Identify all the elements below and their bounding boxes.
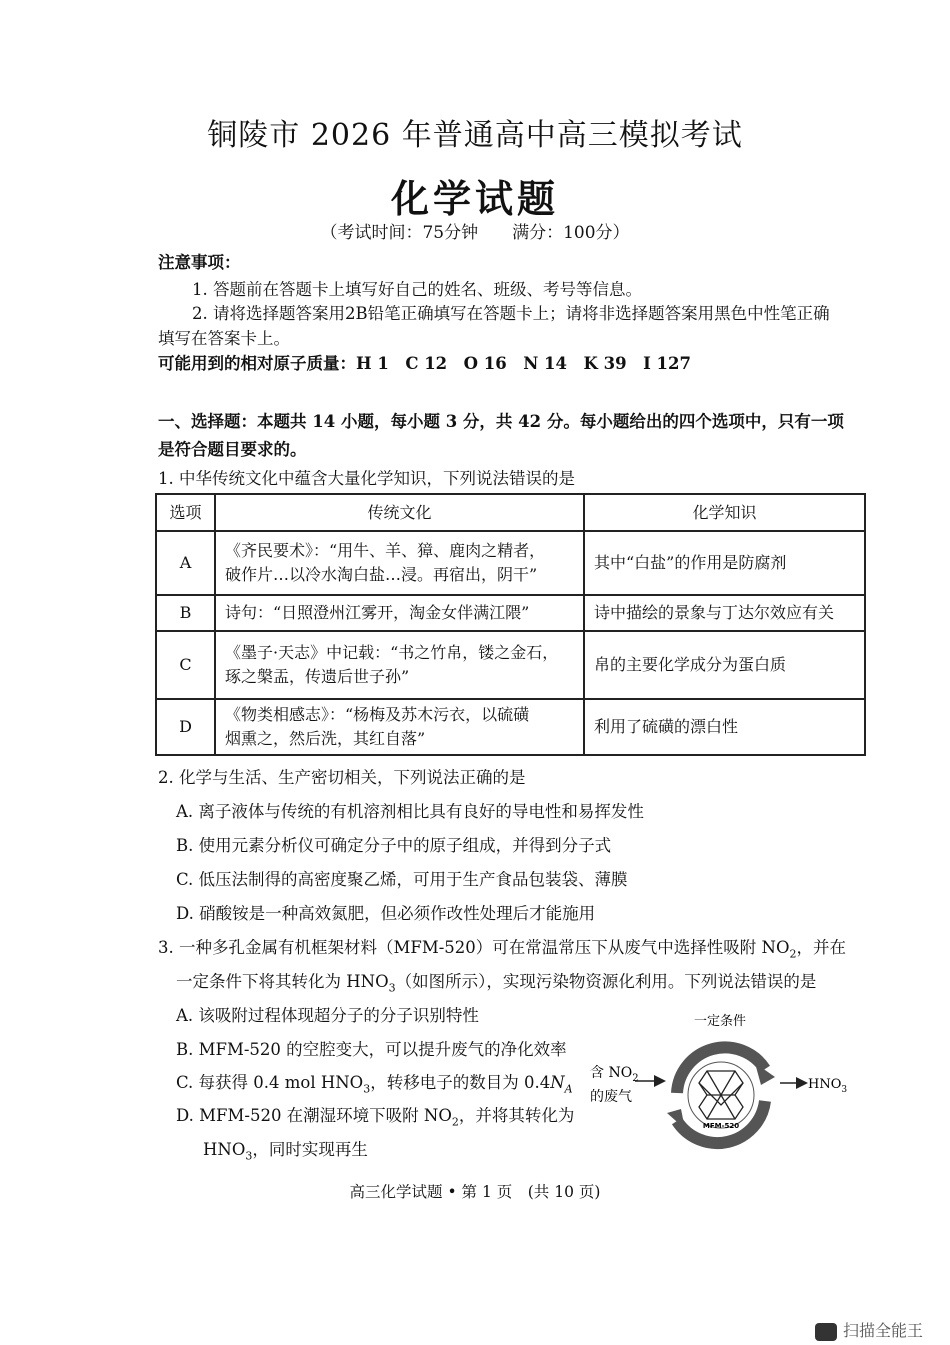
question-3-stem-line1: 3. 一种多孔金属有机框架材料（MFM-520）可在常温常压下从废气中选择性吸附 $NO_2$，并在 [158,938,847,961]
diagram-material-label: MFM-520 [702,1122,740,1130]
culture-line: 《物类相感志》：“杨梅及苏木污衣，以硫磺 [225,705,530,724]
exam-title: 铜陵市 2026 年普通高中高三模拟考试 [207,118,743,153]
culture-line: 琢之槃盂，传遗后世子孙” [225,667,410,686]
notes-item-1: 1. 答题前在答题卡上填写好自己的姓名、班级、考号等信息。 [192,280,642,299]
question-2-stem: 2. 化学与生活、生产密切相关，下列说法正确的是 [158,768,526,787]
question-3-option-d-line1: D. MFM-520 在潮湿环境下吸附 $NO_2$，并将其转化为 [176,1106,575,1129]
diagram-input-label-line2: 的废气 [590,1089,632,1105]
table-cell-knowledge: 其中“白盐”的作用是防腐剂 [584,531,865,595]
table-cell-option: A [156,531,215,595]
table-header-knowledge: 化学知识 [584,494,865,531]
table-cell-knowledge: 利用了硫磺的漂白性 [584,699,865,755]
table-cell-culture [215,631,584,699]
question-3-option-a: A. 该吸附过程体现超分子的分子识别特性 [176,1006,479,1025]
page-footer: 高三化学试题 • 第 1 页 (共 10 页) [349,1183,601,1201]
culture-line: 《墨子·天志》中记载：“书之竹帛，镂之金石， [225,643,559,662]
question-2-option-c: C. 低压法制得的高密度聚乙烯，可用于生产食品包装袋、薄膜 [176,870,628,889]
table-cell-culture [215,595,584,631]
table-cell-option: B [156,595,215,631]
table-header-culture: 传统文化 [215,494,584,531]
culture-line: 诗句：“日照澄州江雾开，淘金女伴满江隈” [225,603,530,622]
question-3-stem-line2: 一定条件下将其转化为 $HNO_3$（如图所示），实现污染物资源化利用。下列说法错误的是 [176,972,817,995]
subject-title: 化学试题 [390,176,559,221]
mfm-520-cycle-diagram [585,1005,855,1160]
question-2-option-d: D. 硝酸铵是一种高效氮肥，但必须作改性处理后才能施用 [176,904,596,923]
diagram-input-label: 含 $NO_2$ [590,1065,639,1084]
notes-heading: 注意事项： [158,253,241,272]
notes-item-2-line2: 填写在答案卡上。 [158,329,290,348]
table-cell-option: C [156,631,215,699]
table-row [156,531,865,595]
table-header-option: 选项 [156,494,215,531]
section-heading-line2: 是符合题目要求的。 [158,440,307,459]
table-cell-option: D [156,699,215,755]
table-cell-culture [215,531,584,595]
culture-line: 《齐民要术》：“用牛、羊、獐、鹿肉之精者， [225,541,546,560]
table-row [156,595,865,631]
table-cell-culture [215,699,584,755]
exam-info: （考试时间：75分钟 满分：100分） [320,223,630,243]
table-cell-knowledge: 帛的主要化学成分为蛋白质 [584,631,865,699]
scanner-logo-icon [815,1323,837,1341]
question-1-stem: 1. 中华传统文化中蕴含大量化学知识，下列说法错误的是 [158,469,575,488]
question-1-table [155,493,866,756]
table-header-row [156,494,865,531]
diagram-condition-label: 一定条件 [693,1014,747,1029]
question-3-option-d-line2: $HNO_3$，同时实现再生 [203,1140,368,1163]
culture-line: 烟熏之，然后洗，其红自落” [225,729,426,748]
notes-item-2-line1: 2. 请将选择题答案用2B铅笔正确填写在答题卡上；请将非选择题答案用黑色中性笔正确 [192,304,830,323]
question-2-option-a: A. 离子液体与传统的有机溶剂相比具有良好的导电性和易挥发性 [176,802,644,821]
question-3-option-b: B. MFM-520 的空腔变大，可以提升废气的净化效率 [176,1040,567,1059]
culture-line: 破作片…以冷水淘白盐…浸。再宿出，阴干” [225,565,538,584]
question-2-option-b: B. 使用元素分析仪可确定分子中的原子组成，并得到分子式 [176,836,612,855]
section-heading-line1: 一、选择题：本题共 14 小题，每小题 3 分，共 42 分。每小题给出的四个选项中，只有一项 [158,412,844,431]
watermark-text: 扫描全能王 [843,1321,924,1340]
atomic-masses: 可能用到的相对原子质量：H 1 C 12 O 16 N 14 K 39 I 127 [158,354,691,373]
diagram-output-label: $HNO_3$ [808,1077,848,1095]
table-row [156,631,865,699]
table-cell-knowledge: 诗中描绘的景象与丁达尔效应有关 [584,595,865,631]
question-3-option-c: C. 每获得 0.4 mol $HNO_3$，转移电子的数目为 $0.4N_A$ [176,1073,573,1096]
table-row [156,699,865,755]
scanner-watermark [815,1318,950,1345]
